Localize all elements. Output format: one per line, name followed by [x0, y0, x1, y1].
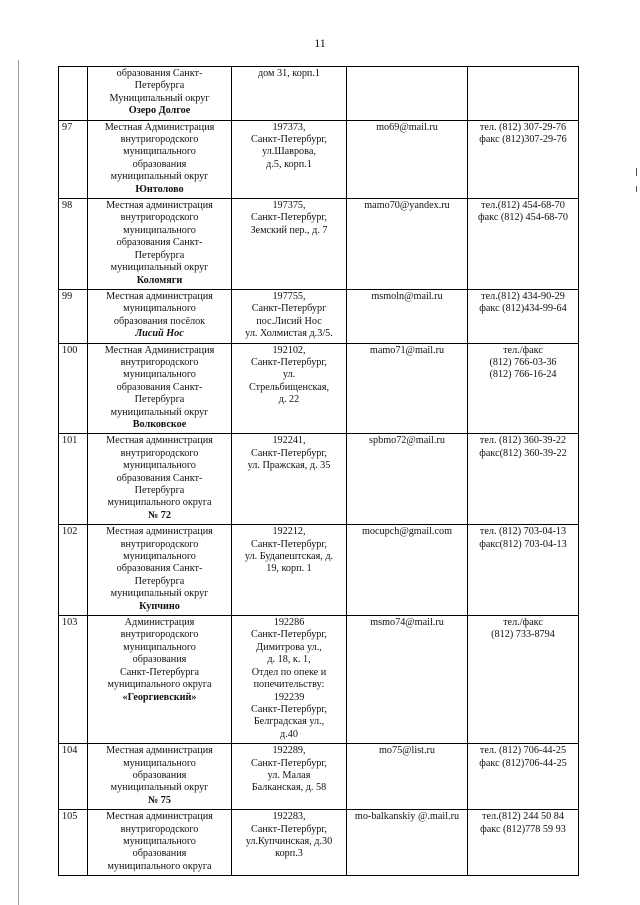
- address: [232, 199, 347, 290]
- row-number-text: 97: [62, 121, 73, 133]
- district-name: Волковское: [132, 418, 187, 430]
- table-row: [59, 67, 579, 121]
- address-line: Санкт-Петербург: [251, 303, 327, 315]
- table-row: [59, 810, 579, 876]
- email-link[interactable]: mo75@list.ru: [378, 745, 436, 757]
- row-number: [59, 810, 88, 876]
- administration-name: [88, 343, 232, 434]
- name-line: Петербурга: [134, 394, 185, 406]
- address-line: Стрельбищенская,: [248, 381, 330, 393]
- address: [232, 343, 347, 434]
- name-line: Петербурга: [134, 80, 185, 92]
- address-line: Димитрова ул.,: [256, 641, 322, 653]
- phone-fax: [468, 525, 579, 616]
- name-line: муниципального: [123, 835, 196, 847]
- row-number: [59, 120, 88, 198]
- name-line: муниципального: [123, 460, 196, 472]
- name-line: внутригородского: [120, 447, 199, 459]
- administration-name: [88, 616, 232, 744]
- phone-fax: [468, 120, 579, 198]
- address-line: 192212,: [272, 526, 306, 538]
- phone-fax: [468, 810, 579, 876]
- phone-line: факс (812)307-29-76: [479, 134, 567, 146]
- email-link[interactable]: msmo74@mail.ru: [370, 617, 444, 629]
- administration-name: [88, 289, 232, 343]
- email: [347, 199, 468, 290]
- email-link[interactable]: spbmo72@mail.ru: [369, 435, 445, 447]
- name-line: муниципальный округ: [110, 782, 209, 794]
- row-number: [59, 744, 88, 810]
- name-line: Администрация: [124, 617, 195, 629]
- name-line: внутригородского: [120, 134, 199, 146]
- name-line: муниципального: [123, 641, 196, 653]
- address-line: Балканская, д. 58: [251, 782, 327, 794]
- address-line: Санкт-Петербург,: [251, 757, 327, 769]
- row-number: [59, 289, 88, 343]
- phone-line: тел./факс: [503, 617, 543, 629]
- name-line: муниципального: [123, 757, 196, 769]
- name-line: внутригородского: [120, 356, 199, 368]
- address-line: 19, корп. 1: [266, 563, 312, 575]
- name-line: образования Санкт-: [116, 472, 203, 484]
- row-number: [59, 67, 88, 121]
- table-row: [59, 616, 579, 744]
- email: [347, 810, 468, 876]
- address-line: 192102,: [272, 344, 306, 356]
- row-number: [59, 199, 88, 290]
- email: [347, 67, 468, 121]
- email: [347, 434, 468, 525]
- address: [232, 810, 347, 876]
- administration-name: [88, 120, 232, 198]
- district-name: Юнтолово: [135, 183, 184, 195]
- address: [232, 289, 347, 343]
- name-line: муниципального: [123, 551, 196, 563]
- row-number-text: 100: [62, 344, 78, 356]
- address: [232, 67, 347, 121]
- phone-fax: [468, 434, 579, 525]
- name-line: муниципального: [123, 224, 196, 236]
- name-line: образования: [132, 848, 187, 860]
- district-name: Коломяги: [136, 274, 183, 286]
- phone-fax: [468, 343, 579, 434]
- address-line: Санкт-Петербург,: [251, 356, 327, 368]
- address-line: Отдел по опеке и: [251, 666, 327, 678]
- address-line: д.40: [280, 728, 298, 740]
- phone-line: тел. (812) 703-04-13: [479, 526, 567, 538]
- email-link[interactable]: mo69@mail.ru: [376, 121, 438, 133]
- name-line: Местная администрация: [106, 811, 213, 823]
- email-link[interactable]: mocupch@gmail.com: [361, 526, 452, 538]
- name-line: образования Санкт-: [116, 237, 203, 249]
- name-line: Местная администрация: [106, 435, 213, 447]
- address-line: 192286: [273, 617, 305, 629]
- district-name: «Георгиевский»: [122, 691, 197, 703]
- address-line: д. 18, к. 1,: [267, 654, 311, 666]
- scan-edge-line: [18, 60, 19, 905]
- phone-line: факс (812)778 59 93: [480, 823, 566, 835]
- name-line: образования: [132, 654, 187, 666]
- phone-line: (812) 733-8794: [491, 629, 555, 641]
- name-line: внутригородского: [120, 538, 199, 550]
- address-line: ул.Купчинская, д.30: [245, 835, 333, 847]
- phone-line: тел.(812) 454-68-70: [481, 200, 565, 212]
- address-line: 197375,: [272, 200, 306, 212]
- address-line: Санкт-Петербург,: [251, 447, 327, 459]
- district-name: Лисий Нос: [135, 328, 184, 340]
- row-number: [59, 525, 88, 616]
- name-line: муниципальный округ: [110, 262, 209, 274]
- administration-name: [88, 525, 232, 616]
- table-row: [59, 120, 579, 198]
- page-number: 11: [314, 36, 326, 50]
- phone-fax: [468, 67, 579, 121]
- address-line: д. 22: [278, 394, 300, 406]
- address-line: Санкт-Петербург,: [251, 212, 327, 224]
- name-line: внутригородского: [120, 212, 199, 224]
- address-line: ул. Будапештская, д.: [244, 551, 334, 563]
- address-line: 197755,: [272, 290, 306, 302]
- name-line: муниципального: [123, 303, 196, 315]
- name-line: образования посёлок: [113, 315, 206, 327]
- name-line: муниципальный округ: [110, 588, 209, 600]
- phone-line: тел. (812) 360-39-22: [479, 435, 567, 447]
- district-name: № 75: [148, 794, 171, 806]
- name-line: муниципальный округ: [110, 406, 209, 418]
- name-line: Местная администрация: [106, 200, 213, 212]
- row-number-text: 101: [62, 435, 78, 447]
- row-number-text: 105: [62, 811, 78, 823]
- table-row: [59, 343, 579, 434]
- name-line: муниципального: [123, 146, 196, 158]
- name-line: внутригородского: [120, 629, 199, 641]
- email: [347, 289, 468, 343]
- table-row: [59, 744, 579, 810]
- administration-name: [88, 810, 232, 876]
- email-link[interactable]: msmoln@mail.ru: [371, 290, 443, 302]
- phone-line: факс (812)434-99-64: [479, 303, 567, 315]
- district-name: № 72: [148, 509, 171, 521]
- address: [232, 120, 347, 198]
- table-row: [59, 199, 579, 290]
- name-line: Местная Администрация: [104, 344, 215, 356]
- address-line: Санкт-Петербург,: [251, 134, 327, 146]
- address-line: ул. Малая: [267, 769, 311, 781]
- address-line: дом 31, корп.1: [257, 68, 321, 79]
- name-line: муниципальный округ: [110, 171, 209, 183]
- scan-mark: [636, 186, 637, 192]
- name-line: Петербурга: [134, 485, 185, 496]
- name-line: образования: [132, 158, 187, 170]
- name-line: Петербурга: [134, 575, 185, 587]
- phone-line: факс (812) 454-68-70: [478, 212, 568, 224]
- address-line: ул.Шаврова,: [262, 146, 316, 158]
- row-number-text: 104: [62, 745, 78, 757]
- address-line: корп.3: [275, 848, 303, 860]
- email: [347, 343, 468, 434]
- phone-line: факс (812)706-44-25: [479, 757, 567, 769]
- name-line: муниципального округа: [107, 679, 212, 691]
- scan-mark: [636, 168, 637, 176]
- row-number-text: 99: [62, 290, 73, 302]
- phone-fax: [468, 289, 579, 343]
- name-line: Санкт-Петербурга: [119, 666, 200, 678]
- address: [232, 616, 347, 744]
- phone-line: (812) 766-16-24: [489, 369, 557, 381]
- row-number-text: 102: [62, 526, 78, 538]
- address-line: ул. Холмистая д.3/5.: [245, 328, 333, 340]
- address-line: 192241,: [272, 435, 306, 447]
- name-line: образования Санкт-: [116, 68, 203, 79]
- administrations-table: [58, 66, 579, 876]
- name-line: внутригородского: [120, 823, 199, 835]
- name-line: Местная администрация: [106, 290, 213, 302]
- address-line: Санкт-Петербург,: [251, 823, 327, 835]
- administration-name: [88, 434, 232, 525]
- address-line: Санкт-Петербург,: [251, 703, 327, 715]
- administration-name: [88, 67, 232, 121]
- email: [347, 616, 468, 744]
- name-line: образования: [132, 769, 187, 781]
- address-line: Земский пер., д. 7: [250, 224, 328, 236]
- phone-fax: [468, 199, 579, 290]
- address: [232, 525, 347, 616]
- phone-line: тел./факс: [503, 344, 543, 356]
- row-number-text: 98: [62, 200, 73, 212]
- phone-fax: [468, 616, 579, 744]
- address-line: 192283,: [272, 811, 306, 823]
- address-line: д.5, корп.1: [266, 158, 312, 170]
- table-row: [59, 434, 579, 525]
- email: [347, 120, 468, 198]
- phone-line: тел. (812) 307-29-76: [479, 121, 567, 133]
- address-line: 197373,: [272, 121, 306, 133]
- address-line: пос.Лисий Нос: [256, 315, 322, 327]
- table-row: [59, 525, 579, 616]
- address-line: попечительству:: [253, 679, 325, 691]
- name-line: образования Санкт-: [116, 563, 203, 575]
- phone-fax: [468, 744, 579, 810]
- email-link[interactable]: mo-balkanskiy @.mail.ru: [354, 811, 460, 823]
- address-line: Санкт-Петербург,: [251, 538, 327, 550]
- address: [232, 434, 347, 525]
- address-line: ул. Пражская, д. 35: [247, 460, 331, 472]
- address-line: ул.: [282, 369, 296, 381]
- address-line: 192289,: [272, 745, 306, 757]
- name-line: Местная администрация: [106, 745, 213, 757]
- table-body: [59, 67, 579, 876]
- name-line: муниципального округа: [107, 860, 212, 872]
- phone-line: тел. (812) 706-44-25: [479, 745, 567, 757]
- administration-name: [88, 744, 232, 810]
- email: [347, 744, 468, 810]
- row-number: [59, 343, 88, 434]
- phone-line: (812) 766-03-36: [489, 356, 557, 368]
- name-line: муниципального округа: [107, 497, 212, 509]
- address-line: Белградская ул.,: [253, 716, 325, 728]
- administration-name: [88, 199, 232, 290]
- row-number: [59, 616, 88, 744]
- phone-line: факс(812) 360-39-22: [479, 447, 567, 459]
- email-link[interactable]: mamo71@mail.ru: [369, 344, 445, 356]
- district-name: Купчино: [139, 600, 180, 612]
- name-line: образования Санкт-: [116, 381, 203, 393]
- name-line: Местная Администрация: [104, 121, 215, 133]
- address-line: Санкт-Петербург,: [251, 629, 327, 641]
- phone-line: тел.(812) 434-90-29: [481, 290, 565, 302]
- address-line: 192239: [273, 691, 305, 703]
- name-line: Петербурга: [134, 249, 185, 261]
- phone-line: тел.(812) 244 50 84: [482, 811, 564, 823]
- district-name: Озеро Долгое: [128, 105, 191, 117]
- address: [232, 744, 347, 810]
- name-line: муниципального: [123, 369, 196, 381]
- row-number: [59, 434, 88, 525]
- email-link[interactable]: mamo70@yandex.ru: [364, 200, 450, 212]
- email: [347, 525, 468, 616]
- table-row: [59, 289, 579, 343]
- row-number-text: 103: [62, 617, 78, 629]
- name-line: Муниципальный округ: [109, 92, 210, 104]
- name-line: Местная администрация: [106, 526, 213, 538]
- phone-line: факс(812) 703-04-13: [479, 538, 567, 550]
